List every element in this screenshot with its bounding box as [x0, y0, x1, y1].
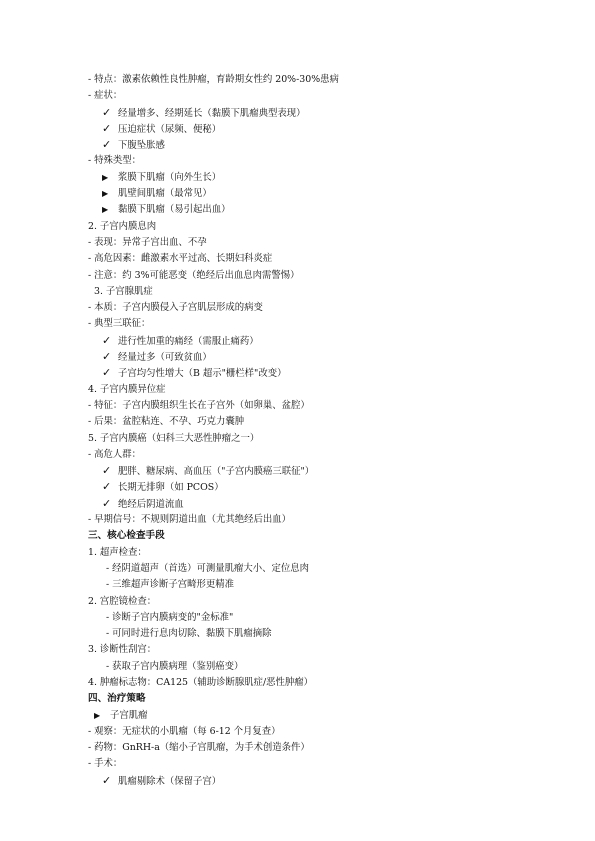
- check-list-item: [88, 137, 568, 153]
- dash-item-text: - 手术：: [88, 758, 123, 770]
- list-item-text: 子宫肌瘤: [110, 709, 148, 721]
- check-list-item: [88, 365, 568, 381]
- numbered-item-text: 2. 子宫内膜息肉: [88, 220, 157, 232]
- checkmark-icon: ✓: [102, 773, 112, 787]
- sub-bullet-text: - 诊断子宫内膜病变的"金标准": [106, 611, 234, 623]
- list-item-text: 浆膜下肌瘤（向外生长）: [118, 171, 222, 183]
- dash-item-text: - 特征：子宫内膜组织生长在子宫外（如卵巢、盆腔）: [88, 399, 310, 411]
- arrow-list-item: [88, 708, 568, 724]
- check-list-item: [88, 463, 568, 479]
- check-list-item: [88, 121, 568, 137]
- list-item-text: 经量过多（可致贫血）: [118, 352, 212, 364]
- list-item-text: 黏膜下肌瘤（易引起出血）: [118, 204, 231, 216]
- sub-bullet-text: - 获取子宫内膜病理（鉴别癌变）: [106, 660, 244, 672]
- arrow-list-item: [88, 170, 568, 186]
- numbered-item-text: 3. 子宫腺肌症: [94, 285, 153, 297]
- dash-item: [88, 512, 568, 528]
- dash-item-text: - 症状：: [88, 90, 123, 102]
- dash-item: [88, 235, 568, 251]
- checkmark-icon: ✓: [102, 350, 112, 364]
- section-heading-text: 四、治疗策略: [88, 693, 146, 705]
- dash-item: [88, 724, 568, 740]
- sub-bullet-item: [88, 577, 568, 593]
- checkmark-icon: ✓: [102, 464, 112, 478]
- dash-item: [88, 414, 568, 430]
- arrow-list-item: [88, 202, 568, 218]
- dash-item: [88, 268, 568, 284]
- check-list-item: [88, 773, 568, 789]
- dash-item: [88, 153, 568, 169]
- list-item-text: 下腹坠胀感: [118, 140, 165, 152]
- dash-item: [88, 300, 568, 316]
- list-item-text: 肌瘤剔除术（保留子宫）: [118, 775, 222, 787]
- numbered-item: [88, 642, 568, 658]
- check-list-item: [88, 479, 568, 495]
- list-item-text: 子宫均匀性增大（B 超示"栅栏样"改变）: [118, 368, 287, 380]
- dash-item-text: - 本质：子宫内膜侵入子宫肌层形成的病变: [88, 302, 263, 314]
- numbered-item-text: 5. 子宫内膜癌（妇科三大恶性肿瘤之一）: [88, 432, 260, 444]
- sub-bullet-text: - 三维超声诊断子宫畸形更精准: [106, 579, 235, 591]
- list-item-text: 进行性加重的痛经（需服止痛药）: [118, 335, 259, 347]
- list-item-text: 肥胖、糖尿病、高血压（"子宫内膜癌三联征"）: [118, 466, 315, 478]
- list-item-text: 绝经后阴道流血: [118, 498, 184, 510]
- arrow-right-icon: ▶: [102, 172, 109, 182]
- list-item-text: 肌壁间肌瘤（最常见）: [118, 188, 212, 200]
- checkmark-icon: ✓: [102, 496, 112, 510]
- dash-item-text: - 高危因素：雌激素水平过高、长期妇科炎症: [88, 253, 273, 265]
- dash-item: [88, 88, 568, 104]
- arrow-right-icon: ▶: [102, 189, 109, 199]
- numbered-item: [88, 675, 568, 691]
- numbered-item-text: 1. 超声检查：: [88, 546, 147, 558]
- check-list-item: [88, 349, 568, 365]
- numbered-item-text: 4. 子宫内膜异位症: [88, 383, 166, 395]
- checkmark-icon: ✓: [102, 333, 112, 347]
- numbered-item: [88, 284, 568, 300]
- list-item-text: 经量增多、经期延长（黏膜下肌瘤典型表现）: [118, 107, 306, 119]
- sub-bullet-item: [88, 659, 568, 675]
- document-body: [88, 72, 568, 789]
- checkmark-icon: ✓: [102, 480, 112, 494]
- dash-item: [88, 447, 568, 463]
- numbered-item: [88, 219, 568, 235]
- sub-bullet-item: [88, 561, 568, 577]
- dash-item: [88, 251, 568, 267]
- numbered-item: [88, 382, 568, 398]
- section-heading: [88, 691, 568, 707]
- numbered-item: [88, 594, 568, 610]
- checkmark-icon: ✓: [102, 121, 112, 135]
- arrow-right-icon: ▶: [102, 205, 109, 215]
- dash-item-text: - 观察：无症状的小肌瘤（每 6-12 个月复查）: [88, 725, 281, 737]
- dash-item-text: - 早期信号：不规则阴道出血（尤其绝经后出血）: [88, 514, 292, 526]
- section-heading-text: 三、核心检查手段: [88, 530, 165, 542]
- numbered-item: [88, 431, 568, 447]
- numbered-item-text: 2. 宫腔镜检查：: [88, 595, 157, 607]
- dash-item: [88, 316, 568, 332]
- sub-bullet-text: - 经阴道超声（首选）可测量肌瘤大小、定位息肉: [106, 562, 310, 574]
- check-list-item: [88, 105, 568, 121]
- dash-item: [88, 72, 568, 88]
- check-list-item: [88, 333, 568, 349]
- checkmark-icon: ✓: [102, 366, 112, 380]
- dash-item-text: - 特殊类型：: [88, 155, 142, 167]
- list-item-text: 压迫症状（尿频、便秘）: [118, 123, 222, 135]
- dash-item-text: - 后果：盆腔粘连、不孕、巧克力囊肿: [88, 416, 245, 428]
- dash-item-text: - 表现：异常子宫出血、不孕: [88, 236, 207, 248]
- checkmark-icon: ✓: [102, 105, 112, 119]
- dash-item-text: - 高危人群：: [88, 448, 142, 460]
- numbered-item-text: 4. 肿瘤标志物：CA125（辅助诊断腺肌症/恶性肿瘤）: [88, 676, 314, 688]
- sub-bullet-text: - 可同时进行息肉切除、黏膜下肌瘤摘除: [106, 628, 272, 640]
- dash-item: [88, 740, 568, 756]
- sub-bullet-item: [88, 610, 568, 626]
- numbered-item: [88, 545, 568, 561]
- arrow-right-icon: ▶: [94, 710, 101, 720]
- arrow-list-item: [88, 186, 568, 202]
- dash-item-text: - 特点：激素依赖性良性肿瘤，育龄期女性约 20%-30%患病: [88, 74, 339, 85]
- dash-item-text: - 注意：约 3%可能恶变（绝经后出血息肉需警惕）: [88, 269, 300, 281]
- check-list-item: [88, 496, 568, 512]
- numbered-item-text: 3. 诊断性刮宫：: [88, 644, 157, 656]
- checkmark-icon: ✓: [102, 138, 112, 152]
- dash-item: [88, 398, 568, 414]
- dash-item-text: - 药物：GnRH-a（缩小子宫肌瘤，为手术创造条件）: [88, 742, 310, 754]
- section-heading: [88, 528, 568, 544]
- sub-bullet-item: [88, 626, 568, 642]
- list-item-text: 长期无排卵（如 PCOS）: [118, 482, 224, 494]
- dash-item: [88, 756, 568, 772]
- dash-item-text: - 典型三联征：: [88, 318, 151, 330]
